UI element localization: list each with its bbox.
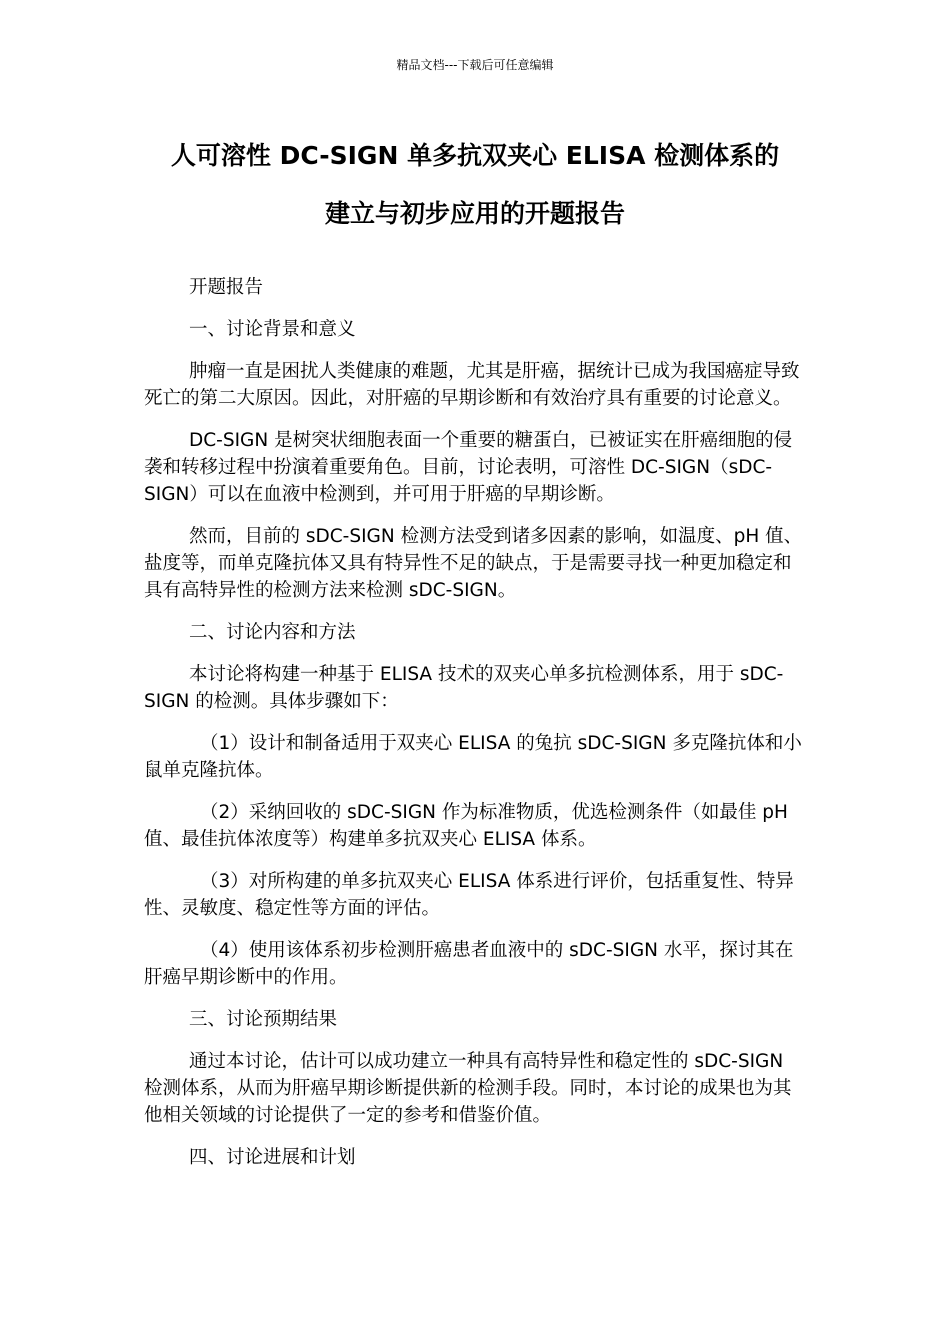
- section-heading-progress-plan: 四、讨论进展和计划: [189, 1147, 356, 1168]
- section-heading-methods: 二、讨论内容和方法: [189, 622, 356, 643]
- step-3: （3）对所构建的单多抗双夹心 ELISA 体系进行评价，包括重复性、特异性、灵敏度、稳定性等方面的评估。: [144, 871, 794, 919]
- document-body: [144, 274, 804, 1186]
- document-title-line-1: 人可溶性 DC-SIGN 单多抗双夹心 ELISA 检测体系的: [170, 141, 780, 170]
- paragraph-detection-limits: 然而，目前的 sDC-SIGN 检测方法受到诸多因素的影响，如温度、pH 值、盐度等，而单克隆抗体又具有特异性不足的缺点，于是需要寻找一种更加稳定和具有高特异性的检测方法来检测 sDC-SIGN。: [144, 526, 803, 601]
- header-note: 精品文档---下载后可任意编辑: [396, 58, 554, 72]
- paragraph-method-overview: 本讨论将构建一种基于 ELISA 技术的双夹心单多抗检测体系，用于 sDC-SIGN 的检测。具体步骤如下：: [144, 664, 784, 712]
- report-label: 开题报告: [189, 277, 264, 298]
- step-2: （2）采纳回收的 sDC-SIGN 作为标准物质，优选检测条件（如最佳 pH 值、最佳抗体浓度等）构建单多抗双夹心 ELISA 体系。: [144, 802, 788, 850]
- paragraph-expected-results: 通过本讨论，估计可以成功建立一种具有高特异性和稳定性的 sDC-SIGN 检测体系，从而为肝癌早期诊断提供新的检测手段。同时，本讨论的成果也为其他相关领域的讨论提供了一定的参考和借鉴价值。: [144, 1051, 792, 1126]
- paragraph-liver-cancer: 肿瘤一直是困扰人类健康的难题，尤其是肝癌，据统计已成为我国癌症导致死亡的第二大原因。因此，对肝癌的早期诊断和有效治疗具有重要的讨论意义。: [144, 361, 800, 409]
- step-1: （1）设计和制备适用于双夹心 ELISA 的兔抗 sDC-SIGN 多克隆抗体和小鼠单克隆抗体。: [144, 733, 802, 781]
- section-heading-background: 一、讨论背景和意义: [189, 319, 356, 340]
- section-heading-expected-results: 三、讨论预期结果: [189, 1009, 338, 1030]
- paragraph-dc-sign: DC-SIGN 是树突状细胞表面一个重要的糖蛋白，已被证实在肝癌细胞的侵袭和转移过程中扮演着重要角色。目前，讨论表明，可溶性 DC-SIGN（sDC-SIGN）可以在血液中检测到，并可用于肝癌的早期诊断。: [144, 430, 793, 505]
- step-4: （4）使用该体系初步检测肝癌患者血液中的 sDC-SIGN 水平，探讨其在肝癌早期诊断中的作用。: [144, 940, 794, 988]
- document-title-line-2: 建立与初步应用的开题报告: [324, 199, 625, 228]
